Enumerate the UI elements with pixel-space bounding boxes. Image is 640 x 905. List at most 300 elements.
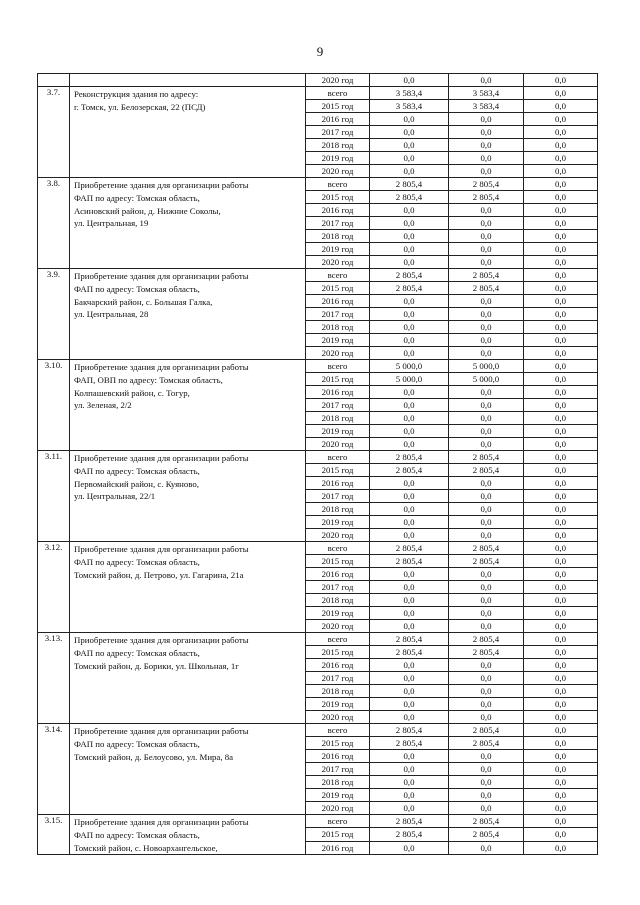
value-cell: 0,0 [449,750,524,763]
value-cell: 0,0 [524,451,598,464]
description-line: ул. Центральная, 28 [74,309,149,320]
value-cell: 0,0 [524,412,598,425]
description-line: Томский район, д. Белоусово, ул. Мира, 8а [74,751,234,762]
year-cell: 2016 год [306,113,370,126]
item-number: 3.12. [38,542,70,633]
year-cell: всего [306,178,370,191]
value-cell: 0,0 [524,269,598,282]
year-cell: 2016 год [306,568,370,581]
value-cell: 2 805,4 [370,737,449,750]
value-cell: 0,0 [524,516,598,529]
value-cell: 0,0 [370,776,449,789]
description-line: Томский район, д. Борики, ул. Школьная, 1г [74,660,239,671]
year-cell: 2018 год [306,230,370,243]
year-cell: 2018 год [306,139,370,152]
value-cell: 0,0 [524,620,598,633]
value-cell: 0,0 [449,477,524,490]
item-number-cell [38,74,70,87]
description-line: Приобретение здания для организации работы [74,271,249,281]
item-description [70,269,306,360]
value-cell: 0,0 [370,490,449,503]
description-line: Приобретение здания для организации работы [74,817,249,827]
value-cell: 0,0 [449,243,524,256]
value-cell: 2 805,4 [449,464,524,477]
value-cell: 0,0 [524,87,598,100]
value-cell: 0,0 [449,425,524,438]
value-cell: 0,0 [524,815,598,828]
value-cell: 0,0 [524,529,598,542]
value-cell: 0,0 [449,113,524,126]
value-cell: 0,0 [449,529,524,542]
value-cell: 0,0 [524,828,598,841]
value-cell: 0,0 [524,334,598,347]
description-line: ул. Центральная, 19 [74,218,149,229]
value-cell: 0,0 [524,126,598,139]
item-number: 3.11. [38,451,70,542]
table-row [38,724,598,737]
value-cell: 0,0 [524,685,598,698]
year-cell: 2016 год [306,659,370,672]
value-cell: 0,0 [449,308,524,321]
value-cell: 5 000,0 [370,360,449,373]
value-cell: 0,0 [449,672,524,685]
year-cell: 2020 год [306,711,370,724]
year-cell: 2020 год [306,165,370,178]
description-line: ФАП по адресу: Томская область, [74,829,200,840]
year-cell: всего [306,633,370,646]
year-cell: 2019 год [306,152,370,165]
value-cell: 0,0 [449,789,524,802]
value-cell: 0,0 [370,217,449,230]
value-cell: 0,0 [449,503,524,516]
year-cell: 2018 год [306,412,370,425]
description-line: ул. Центральная, 22/1 [74,491,156,502]
value-cell: 0,0 [449,568,524,581]
year-cell: 2020 год [306,620,370,633]
year-cell: 2019 год [306,789,370,802]
item-number: 3.15. [38,815,70,855]
value-cell: 0,0 [524,737,598,750]
item-description [70,815,306,855]
value-cell: 2 805,4 [449,737,524,750]
value-cell: 0,0 [370,750,449,763]
value-cell: 0,0 [524,594,598,607]
year-cell: 2018 год [306,321,370,334]
value-cell: 0,0 [524,568,598,581]
value-cell: 2 805,4 [449,282,524,295]
year-cell: 2015 год [306,737,370,750]
value-cell: 0,0 [449,438,524,451]
value-cell: 0,0 [524,607,598,620]
value-cell: 0,0 [449,74,524,87]
value-cell: 0,0 [370,685,449,698]
value-cell: 2 805,4 [449,646,524,659]
value-cell: 0,0 [370,256,449,269]
year-cell: 2016 год [306,295,370,308]
value-cell: 0,0 [370,672,449,685]
table-row [38,178,598,191]
table-row [38,815,598,828]
value-cell: 0,0 [370,165,449,178]
year-cell: 2019 год [306,243,370,256]
value-cell: 2 805,4 [370,555,449,568]
item-description [70,633,306,724]
year-cell: 2015 год [306,464,370,477]
value-cell: 0,0 [370,581,449,594]
value-cell: 0,0 [370,503,449,516]
value-cell: 2 805,4 [370,815,449,828]
value-cell: 0,0 [524,763,598,776]
value-cell: 3 583,4 [449,100,524,113]
value-cell: 0,0 [449,165,524,178]
value-cell: 0,0 [524,750,598,763]
value-cell: 0,0 [524,139,598,152]
description-line: Приобретение здания для организации работы [74,544,249,554]
item-number: 3.8. [38,178,70,269]
value-cell: 0,0 [524,178,598,191]
value-cell: 0,0 [449,230,524,243]
item-description [70,178,306,269]
value-cell: 0,0 [524,841,598,854]
value-cell: 0,0 [370,412,449,425]
value-cell: 2 805,4 [370,646,449,659]
value-cell: 0,0 [524,789,598,802]
table-row [38,87,598,100]
value-cell: 0,0 [370,152,449,165]
year-cell: 2019 год [306,334,370,347]
value-cell: 2 805,4 [449,633,524,646]
value-cell: 0,0 [449,139,524,152]
year-cell: 2015 год [306,373,370,386]
value-cell: 0,0 [524,243,598,256]
description-line: г. Томск, ул. Белозерская, 22 (ПСД) [74,101,206,112]
year-cell: 2019 год [306,698,370,711]
value-cell: 0,0 [449,776,524,789]
table-row [38,633,598,646]
value-cell: 2 805,4 [370,282,449,295]
item-number: 3.7. [38,87,70,178]
description-line: ФАП по адресу: Томская область, [74,465,200,476]
description-line: Приобретение здания для организации работы [74,453,249,463]
value-cell: 2 805,4 [449,555,524,568]
value-cell: 0,0 [524,399,598,412]
value-cell: 0,0 [370,113,449,126]
value-cell: 0,0 [370,529,449,542]
year-cell: всего [306,360,370,373]
value-cell: 0,0 [449,698,524,711]
value-cell: 0,0 [524,165,598,178]
year-cell: 2016 год [306,386,370,399]
value-cell: 0,0 [524,503,598,516]
value-cell: 0,0 [449,126,524,139]
year-cell: 2017 год [306,399,370,412]
year-cell: 2020 год [306,802,370,815]
value-cell: 0,0 [370,438,449,451]
value-cell: 0,0 [449,347,524,360]
value-cell: 0,0 [524,425,598,438]
value-cell: 0,0 [524,191,598,204]
value-cell: 0,0 [370,841,449,854]
year-cell: всего [306,87,370,100]
value-cell: 0,0 [524,256,598,269]
value-cell: 0,0 [524,633,598,646]
item-description [70,724,306,815]
description-line: Асиновский район, д. Нижние Соколы, [74,205,221,216]
value-cell: 0,0 [370,243,449,256]
description-line: Приобретение здания для организации работы [74,180,249,190]
year-cell: 2020 год [306,529,370,542]
value-cell: 3 583,4 [370,87,449,100]
value-cell: 2 805,4 [449,451,524,464]
value-cell: 0,0 [524,490,598,503]
description-line: ФАП по адресу: Томская область, [74,647,200,658]
year-cell: 2015 год [306,828,370,841]
year-cell: 2016 год [306,750,370,763]
year-cell: 2017 год [306,763,370,776]
year-cell: 2017 год [306,581,370,594]
year-cell: 2020 год [306,438,370,451]
value-cell: 5 000,0 [449,373,524,386]
value-cell: 0,0 [449,841,524,854]
value-cell: 0,0 [524,776,598,789]
item-description [70,542,306,633]
year-cell: всего [306,542,370,555]
value-cell: 0,0 [370,74,449,87]
value-cell: 0,0 [524,282,598,295]
value-cell: 0,0 [524,672,598,685]
value-cell: 0,0 [370,568,449,581]
value-cell: 0,0 [524,724,598,737]
value-cell: 0,0 [370,698,449,711]
item-number: 3.13. [38,633,70,724]
value-cell: 0,0 [524,100,598,113]
year-cell: 2017 год [306,126,370,139]
year-cell: всего [306,724,370,737]
value-cell: 5 000,0 [370,373,449,386]
year-cell: 2017 год [306,308,370,321]
value-cell: 0,0 [524,581,598,594]
value-cell: 2 805,4 [370,191,449,204]
year-cell: 2018 год [306,776,370,789]
description-line: ФАП по адресу: Томская область, [74,556,200,567]
year-cell: 2015 год [306,555,370,568]
value-cell: 0,0 [370,386,449,399]
value-cell: 0,0 [370,620,449,633]
value-cell: 0,0 [524,152,598,165]
year-cell: 2017 год [306,672,370,685]
year-cell: 2017 год [306,490,370,503]
description-line: ФАП по адресу: Томская область, [74,738,200,749]
item-number: 3.9. [38,269,70,360]
value-cell: 0,0 [524,74,598,87]
value-cell: 0,0 [524,308,598,321]
year-cell: 2018 год [306,503,370,516]
value-cell: 0,0 [449,581,524,594]
value-cell: 0,0 [370,607,449,620]
value-cell: 3 583,4 [449,87,524,100]
value-cell: 0,0 [370,659,449,672]
value-cell: 0,0 [449,334,524,347]
year-cell: 2015 год [306,282,370,295]
value-cell: 0,0 [370,230,449,243]
value-cell: 0,0 [370,347,449,360]
description-line: Приобретение здания для организации работы [74,635,249,645]
item-description [70,360,306,451]
description-line: Приобретение здания для организации работы [74,726,249,736]
budget-table [37,73,598,855]
description-line: Томский район, д. Петрово, ул. Гагарина, 21а [74,569,244,580]
value-cell: 0,0 [449,152,524,165]
value-cell: 2 805,4 [370,269,449,282]
description-line: ФАП по адресу: Томская область, [74,192,200,203]
year-cell: всего [306,269,370,282]
value-cell: 2 805,4 [449,269,524,282]
value-cell: 0,0 [370,308,449,321]
value-cell: 0,0 [449,256,524,269]
value-cell: 0,0 [370,334,449,347]
year-cell: 2015 год [306,191,370,204]
value-cell: 2 805,4 [370,178,449,191]
description-line: Реконструкция здания по адресу: [74,89,199,99]
value-cell: 0,0 [370,425,449,438]
value-cell: 0,0 [449,685,524,698]
value-cell: 0,0 [449,295,524,308]
value-cell: 0,0 [524,230,598,243]
year-cell: 2019 год [306,425,370,438]
page-number: 9 [316,44,324,59]
value-cell: 0,0 [524,347,598,360]
description-line: Приобретение здания для организации работы [74,362,249,372]
year-cell: всего [306,815,370,828]
value-cell: 2 805,4 [449,178,524,191]
table-row [38,74,598,87]
value-cell: 0,0 [524,802,598,815]
value-cell: 0,0 [524,659,598,672]
description-line: ФАП по адресу: Томская область, [74,283,200,294]
value-cell: 0,0 [524,555,598,568]
value-cell: 0,0 [449,516,524,529]
value-cell: 2 805,4 [370,633,449,646]
description-line: ул. Зеленая, 2/2 [74,400,132,411]
value-cell: 0,0 [449,412,524,425]
value-cell: 0,0 [449,607,524,620]
value-cell: 2 805,4 [370,724,449,737]
year-cell: 2015 год [306,100,370,113]
value-cell: 0,0 [524,217,598,230]
value-cell: 0,0 [449,399,524,412]
description-line: ФАП, ОВП по адресу: Томская область, [74,374,223,385]
value-cell: 0,0 [449,490,524,503]
year-cell: 2015 год [306,646,370,659]
item-description [70,87,306,178]
value-cell: 0,0 [524,321,598,334]
value-cell: 0,0 [370,295,449,308]
value-cell: 0,0 [524,438,598,451]
value-cell: 0,0 [449,386,524,399]
value-cell: 0,0 [524,204,598,217]
value-cell: 0,0 [370,711,449,724]
value-cell: 0,0 [524,113,598,126]
item-name-cell [70,74,306,87]
description-line: Томский район, с. Новоархангельское, [74,842,218,853]
year-cell: 2016 год [306,477,370,490]
value-cell: 2 805,4 [449,191,524,204]
value-cell: 0,0 [370,477,449,490]
table-row [38,451,598,464]
year-cell: 2016 год [306,841,370,854]
table-row [38,269,598,282]
value-cell: 0,0 [449,204,524,217]
item-number: 3.10. [38,360,70,451]
year-cell: 2020 год [306,347,370,360]
value-cell: 0,0 [524,698,598,711]
value-cell: 0,0 [524,360,598,373]
year-cell: всего [306,451,370,464]
value-cell: 2 805,4 [370,451,449,464]
value-cell: 0,0 [524,373,598,386]
description-line: Колпашевский район, с. Тогур, [74,387,190,398]
year-cell: 2016 год [306,204,370,217]
value-cell: 2 805,4 [370,464,449,477]
value-cell: 0,0 [524,477,598,490]
value-cell: 0,0 [524,295,598,308]
value-cell: 0,0 [449,763,524,776]
description-line: Первомайский район, с. Куяново, [74,478,199,489]
value-cell: 0,0 [370,321,449,334]
value-cell: 0,0 [449,711,524,724]
year-cell: 2017 год [306,217,370,230]
value-cell: 0,0 [449,217,524,230]
value-cell: 0,0 [524,386,598,399]
value-cell: 0,0 [370,763,449,776]
value-cell: 5 000,0 [449,360,524,373]
value-cell: 0,0 [370,802,449,815]
value-cell: 0,0 [370,516,449,529]
value-cell: 0,0 [370,126,449,139]
value-cell: 2 805,4 [449,724,524,737]
value-cell: 0,0 [524,646,598,659]
year-cell: 2020 год [306,74,370,87]
value-cell: 0,0 [449,620,524,633]
value-cell: 0,0 [524,464,598,477]
year-cell: 2019 год [306,607,370,620]
value-cell: 2 805,4 [449,542,524,555]
year-cell: 2019 год [306,516,370,529]
value-cell: 2 805,4 [370,828,449,841]
value-cell: 0,0 [524,542,598,555]
table-row [38,542,598,555]
value-cell: 0,0 [449,321,524,334]
value-cell: 0,0 [370,139,449,152]
item-description [70,451,306,542]
value-cell: 2 805,4 [449,828,524,841]
value-cell: 0,0 [449,659,524,672]
value-cell: 2 805,4 [449,815,524,828]
value-cell: 0,0 [449,594,524,607]
value-cell: 0,0 [370,789,449,802]
value-cell: 0,0 [524,711,598,724]
value-cell: 2 805,4 [370,542,449,555]
value-cell: 0,0 [370,399,449,412]
value-cell: 3 583,4 [370,100,449,113]
year-cell: 2018 год [306,685,370,698]
value-cell: 0,0 [449,802,524,815]
value-cell: 0,0 [370,594,449,607]
description-line: Бакчарский район, с. Большая Галка, [74,296,213,307]
value-cell: 0,0 [370,204,449,217]
year-cell: 2020 год [306,256,370,269]
table-row [38,360,598,373]
